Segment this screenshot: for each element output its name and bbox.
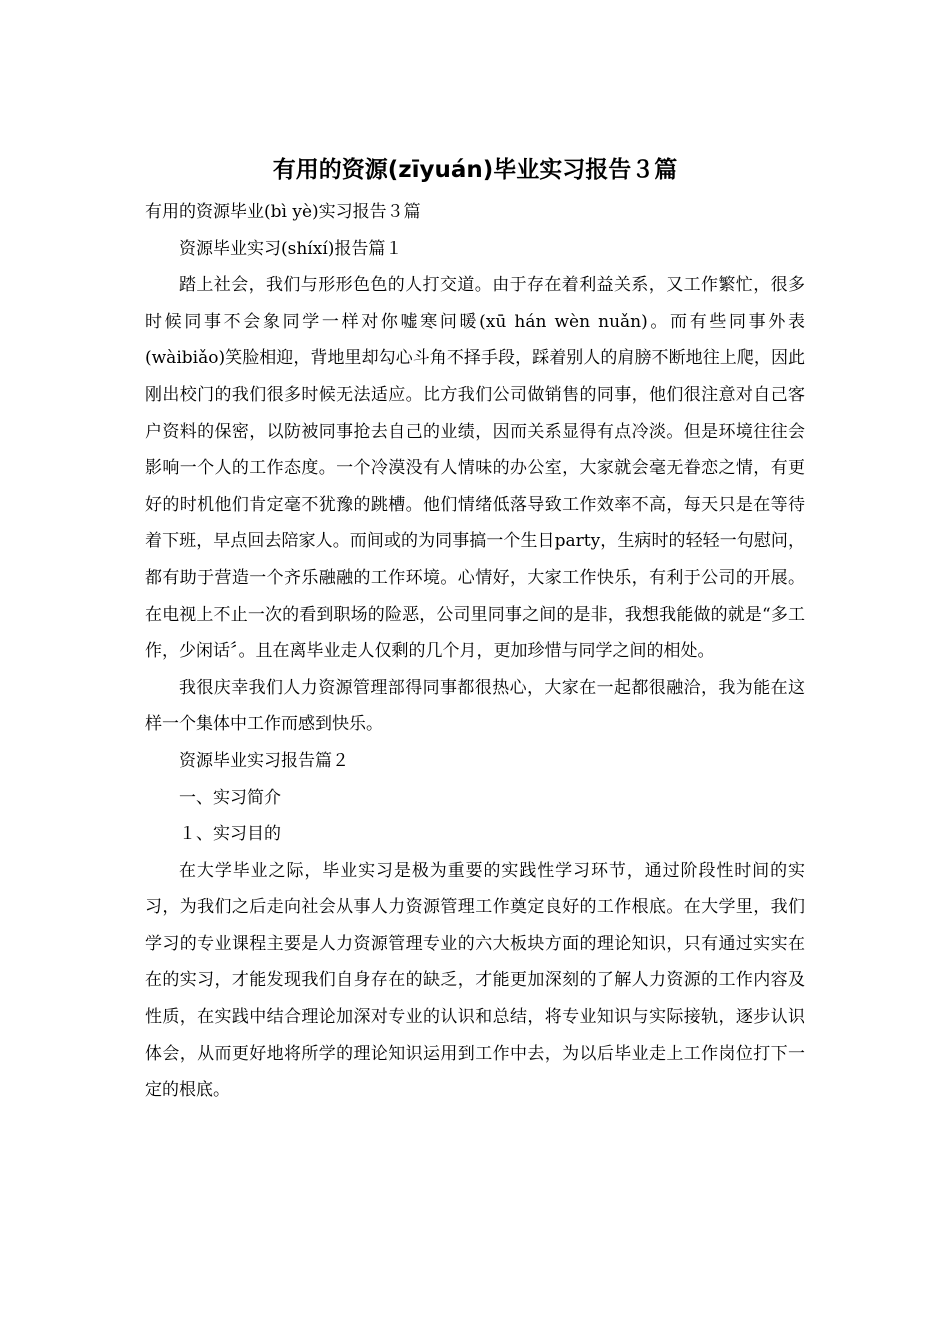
document-subtitle: 有用的资源毕业(bì yè)实习报告３篇 [145, 202, 421, 222]
section-heading-internship-intro: 一、实习简介 [179, 787, 281, 808]
document-title: 有用的资源(zīyuán)毕业实习报告３篇 [272, 157, 678, 183]
section-heading-report-1: 资源毕业实习(shíxí)报告篇１ [179, 238, 403, 259]
body-paragraph: 踏上社会，我们与形形色色的人打交道。由于存在着利益关系，又工作繁忙，很多时候同事不会象同学一样对你嘘寒问暖(xū hán wèn nuǎn)。而有些同事外表(wàibiǎo)笑脸相迎，背地里却勾心斗角不择手段，踩着别人的肩膀不断地往上爬，因此刚出校门的我们很多时候无法适应。比方我们公司做销售的同事，他们很注意对自己客户资料的保密，以防被同事抢去自己的业绩，因而关系显得有点冷淡。但是环境往往会影响一个人的工作态度。一个冷漠没有人情味的办公室，大家就会毫无眷恋之情，有更好的时机他们肯定毫不犹豫的跳槽。他们情绪低落导致工作效率不高，每天只是在等待着下班，早点回去陪家人。而间或的为同事搞一个生日party，生病时的轻轻一句慰问，都有助于营造一个齐乐融融的工作环境。心情好，大家工作快乐，有利于公司的开展。在电视上不止一次的看到职场的险恶，公司里同事之间的是非，我想我能做的就是“多工作，少闲话〞。且在离毕业走人仅剩的几个月，更加珍惜与同学之间的相处。 [145, 275, 805, 662]
document-body [145, 194, 805, 1109]
body-paragraph: 在大学毕业之际，毕业实习是极为重要的实践性学习环节，通过阶段性时间的实习，为我们之后走向社会从事人力资源管理工作奠定良好的工作根底。在大学里，我们学习的专业课程主要是人力资源管理专业的六大板块方面的理论知识，只有通过实实在在的实习，才能发现我们自身存在的缺乏，才能更加深刻的了解人力资源的工作内容及性质，在实践中结合理论加深对专业的认识和总结，将专业知识与实际接轨，逐步认识体会，从而更好地将所学的理论知识运用到工作中去，为以后毕业走上工作岗位打下一定的根底。 [145, 860, 805, 1101]
section-heading-internship-purpose: １、实习目的 [179, 824, 281, 845]
body-paragraph: 我很庆幸我们人力资源管理部得同事都很热心，大家在一起都很融洽，我为能在这样一个集体中工作而感到快乐。 [145, 677, 805, 735]
section-heading-report-2: 资源毕业实习报告篇２ [179, 750, 349, 771]
